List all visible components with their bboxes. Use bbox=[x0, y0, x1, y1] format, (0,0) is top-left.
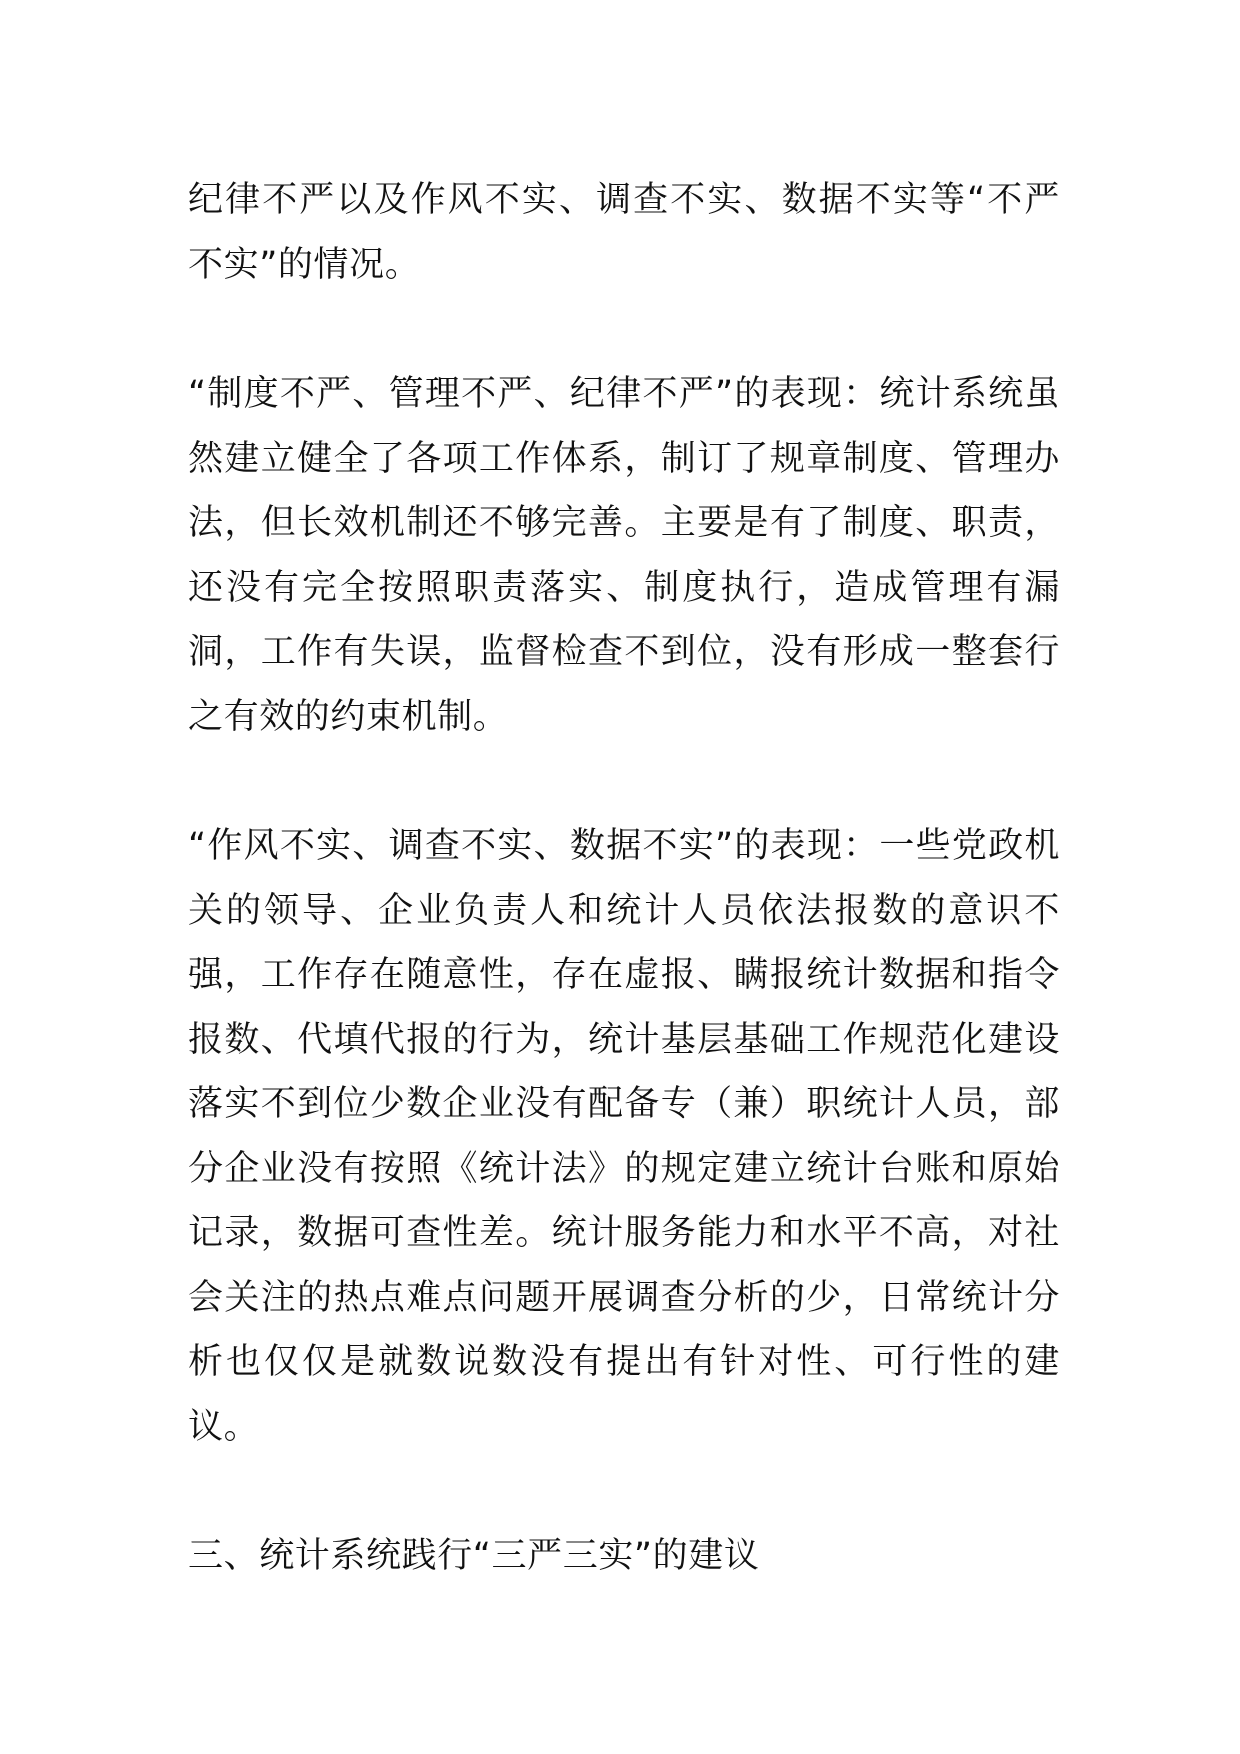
paragraph-work-style-issues: “作风不实、调查不实、数据不实”的表现：一些党政机关的领导、企业负责人和统计人员依法报数的意识不强，工作存在随意性，存在虚报、瞒报统计数据和指令报数、代填代报的行为，统计基层基础工作规范化建设落实不到位少数企业没有配备专（兼）职统计人员，部分企业没有按照《统计法》的规定建立统计台账和原始记录，数据可查性差。统计服务能力和水平不高，对社会关注的热点难点问题开展调查分析的少，日常统计分析也仅仅是就数说数没有提出有针对性、可行性的建议。 bbox=[188, 826, 1060, 1447]
section-heading: 三、统计系统践行“三严三实”的建议 bbox=[188, 1536, 760, 1576]
paragraph-institution-issues: “制度不严、管理不严、纪律不严”的表现：统计系统虽然建立健全了各项工作体系，制订了规章制度、管理办法，但长效机制还不够完善。主要是有了制度、职责，还没有完全按照职责落实、制度执行，造成管理有漏洞，工作有失误，监督检查不到位，没有形成一整套行之有效的约束机制。 bbox=[188, 374, 1060, 737]
document-body bbox=[188, 168, 1060, 1589]
paragraph-continuation: 纪律不严以及作风不实、调查不实、数据不实等“不严不实”的情况。 bbox=[188, 180, 1060, 285]
